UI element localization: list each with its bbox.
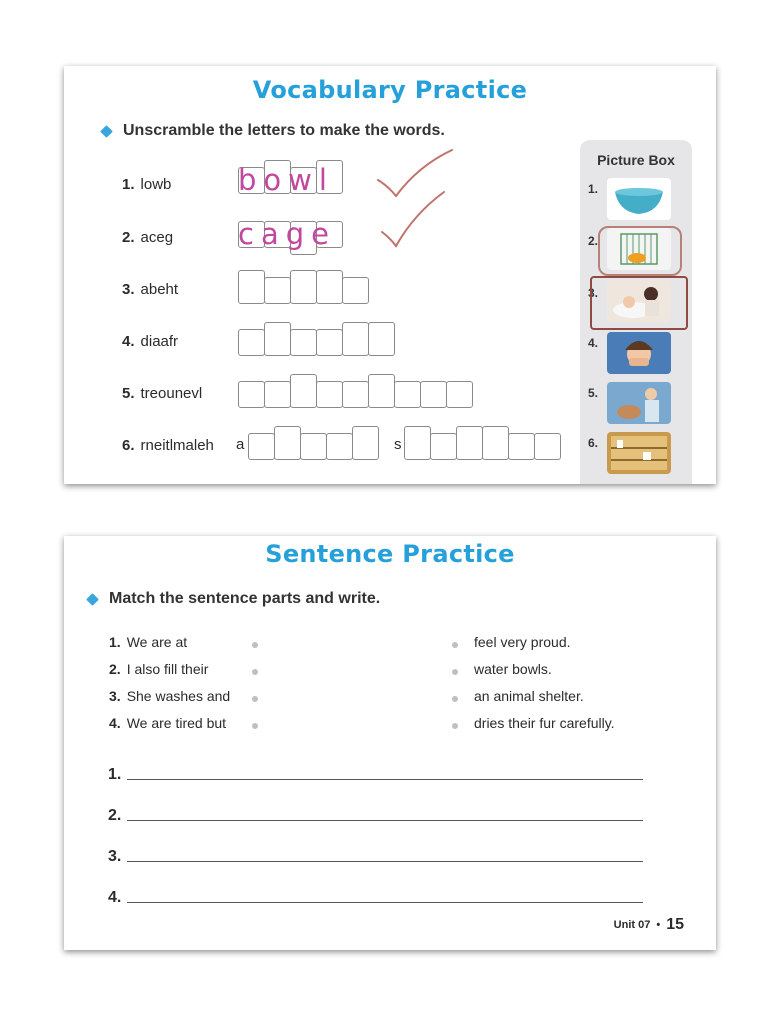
letter-box[interactable] bbox=[342, 277, 369, 304]
vocabulary-instruction bbox=[102, 122, 445, 140]
write-line-3[interactable] bbox=[108, 848, 643, 866]
letter-box[interactable] bbox=[264, 277, 291, 304]
letter-box[interactable] bbox=[316, 329, 343, 356]
vet-picture bbox=[607, 382, 671, 424]
vocab-row-6 bbox=[122, 430, 214, 460]
letter-box[interactable] bbox=[430, 433, 457, 460]
letter-box[interactable] bbox=[534, 433, 561, 460]
page-footer bbox=[614, 916, 684, 934]
letter-box[interactable] bbox=[446, 381, 473, 408]
letter-box[interactable] bbox=[482, 426, 509, 460]
scrambled-word: aceg bbox=[140, 228, 174, 246]
picture-number: 2. bbox=[588, 234, 599, 248]
sentence-left-4 bbox=[109, 715, 226, 731]
letter-box[interactable] bbox=[290, 329, 317, 356]
prefix-letter-a: a bbox=[236, 436, 245, 453]
write-line-1[interactable] bbox=[108, 766, 643, 784]
letter-box[interactable] bbox=[368, 374, 395, 408]
sentence-right-2: water bowls. bbox=[474, 661, 552, 677]
letter-box[interactable] bbox=[248, 433, 275, 460]
picture-box bbox=[580, 140, 692, 484]
scrambled-word: rneitlmaleh bbox=[140, 436, 214, 454]
item-number: 5. bbox=[122, 384, 135, 402]
sentence-right-1: feel very proud. bbox=[474, 634, 571, 650]
scrambled-word: treounevl bbox=[140, 384, 203, 402]
match-dot-right[interactable] bbox=[452, 669, 458, 675]
letter-box[interactable] bbox=[326, 433, 353, 460]
letter-box[interactable] bbox=[508, 433, 535, 460]
letter-box[interactable] bbox=[238, 381, 265, 408]
letter-box[interactable] bbox=[290, 270, 317, 304]
item-number: 4. bbox=[109, 715, 121, 731]
write-line-2[interactable] bbox=[108, 807, 643, 825]
sentence-left-3 bbox=[109, 688, 230, 704]
vocabulary-practice-card bbox=[64, 66, 716, 484]
line-number: 1. bbox=[108, 766, 122, 783]
picture-box-title: Picture Box bbox=[597, 152, 675, 168]
instruction-text: Unscramble the letters to make the words. bbox=[123, 122, 445, 139]
handwritten-answer-1: bowl bbox=[238, 163, 334, 197]
picture-number: 3. bbox=[588, 286, 599, 300]
scrambled-word: abeht bbox=[140, 280, 179, 298]
letter-box[interactable] bbox=[264, 322, 291, 356]
item-number: 2. bbox=[122, 228, 135, 246]
afraid-picture bbox=[607, 332, 671, 374]
match-dot-left[interactable] bbox=[252, 723, 258, 729]
instruction-text: Match the sentence parts and write. bbox=[109, 590, 381, 607]
letter-box[interactable] bbox=[342, 381, 369, 408]
bullet-diamond-icon bbox=[86, 593, 99, 606]
prefix-letter-s: s bbox=[394, 436, 402, 453]
sentence-part: We are at bbox=[126, 634, 188, 650]
letter-box[interactable] bbox=[316, 381, 343, 408]
item-number: 2. bbox=[109, 661, 121, 677]
vocabulary-title: Vocabulary Practice bbox=[252, 76, 528, 104]
circle-mark bbox=[598, 226, 682, 276]
scrambled-word: lowb bbox=[140, 175, 172, 193]
item-number: 1. bbox=[109, 634, 121, 650]
item-number: 3. bbox=[122, 280, 135, 298]
picture-number: 4. bbox=[588, 336, 599, 350]
separator: • bbox=[656, 919, 661, 931]
match-dot-right[interactable] bbox=[452, 696, 458, 702]
bullet-diamond-icon bbox=[100, 125, 113, 138]
letter-box[interactable] bbox=[316, 270, 343, 304]
match-dot-left[interactable] bbox=[252, 696, 258, 702]
line-number: 2. bbox=[108, 807, 122, 824]
picture-number: 5. bbox=[588, 386, 599, 400]
item-number: 3. bbox=[109, 688, 121, 704]
match-dot-left[interactable] bbox=[252, 642, 258, 648]
unit-label: Unit 07 bbox=[613, 919, 651, 931]
sentence-instruction bbox=[88, 590, 380, 608]
match-dot-left[interactable] bbox=[252, 669, 258, 675]
sentence-right-4: dries their fur carefully. bbox=[474, 715, 615, 731]
match-dot-right[interactable] bbox=[452, 723, 458, 729]
bowl-picture bbox=[607, 178, 671, 220]
letter-box[interactable] bbox=[264, 381, 291, 408]
vocab-row-3 bbox=[122, 274, 178, 304]
shelves-picture bbox=[607, 432, 671, 474]
letter-box[interactable] bbox=[456, 426, 483, 460]
picture-number: 6. bbox=[588, 436, 599, 450]
letter-box[interactable] bbox=[300, 433, 327, 460]
picture-number: 1. bbox=[588, 182, 599, 196]
circle-mark bbox=[590, 276, 688, 330]
letter-box[interactable] bbox=[368, 322, 395, 356]
vocab-row-5 bbox=[122, 378, 202, 408]
page-number: 15 bbox=[666, 916, 684, 933]
sentence-part: We are tired but bbox=[126, 715, 227, 731]
letter-box[interactable] bbox=[352, 426, 379, 460]
sentence-practice-card bbox=[64, 536, 716, 950]
vocab-row-2 bbox=[122, 222, 173, 252]
letter-box[interactable] bbox=[342, 322, 369, 356]
write-line-4[interactable] bbox=[108, 889, 643, 907]
item-number: 6. bbox=[122, 436, 135, 454]
sentence-part: I also fill their bbox=[126, 661, 209, 677]
letter-box[interactable] bbox=[394, 381, 421, 408]
letter-box[interactable] bbox=[404, 426, 431, 460]
sentence-title: Sentence Practice bbox=[265, 540, 515, 568]
line-number: 3. bbox=[108, 848, 122, 865]
sentence-left-2 bbox=[109, 661, 208, 677]
item-number: 1. bbox=[122, 175, 135, 193]
letter-box[interactable] bbox=[274, 426, 301, 460]
match-dot-right[interactable] bbox=[452, 642, 458, 648]
sentence-right-3: an animal shelter. bbox=[474, 688, 584, 704]
letter-box[interactable] bbox=[238, 329, 265, 356]
line-number: 4. bbox=[108, 889, 122, 906]
vocab-row-1 bbox=[122, 169, 171, 199]
item-number: 4. bbox=[122, 332, 135, 350]
checkmark-icon bbox=[378, 190, 448, 250]
sentence-left-1 bbox=[109, 634, 187, 650]
scrambled-word: diaafr bbox=[140, 332, 179, 350]
letter-box[interactable] bbox=[290, 374, 317, 408]
letter-box[interactable] bbox=[420, 381, 447, 408]
vocab-row-4 bbox=[122, 326, 178, 356]
sentence-part: She washes and bbox=[126, 688, 231, 704]
handwritten-answer-2: cage bbox=[238, 217, 336, 251]
letter-box[interactable] bbox=[238, 270, 265, 304]
